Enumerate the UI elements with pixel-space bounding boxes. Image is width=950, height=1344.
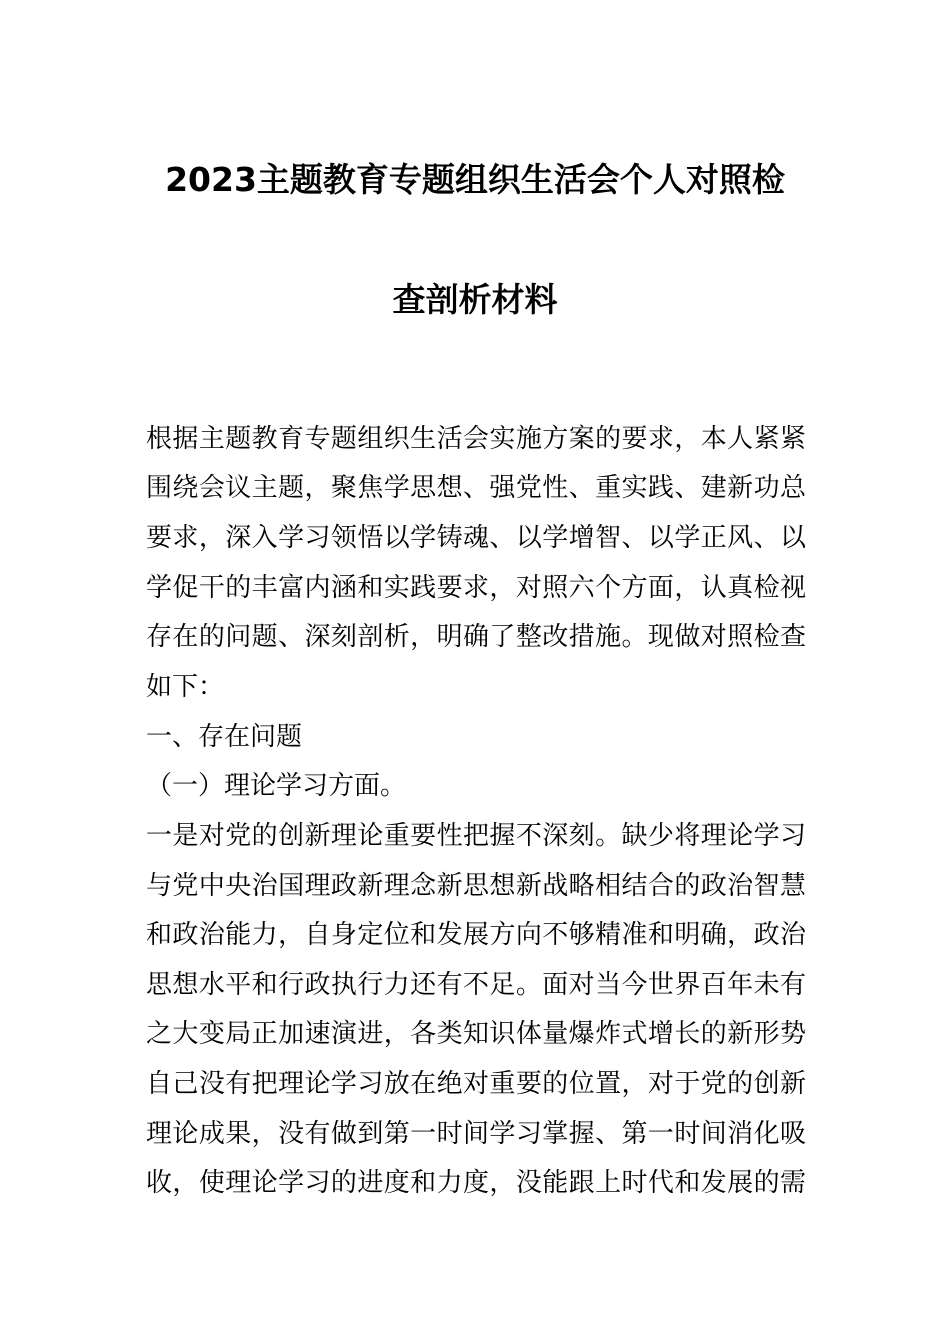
body-line-15: 理论成果，没有做到第一时间学习掌握、第一时间消化吸 <box>146 1119 806 1149</box>
body-line-9: 一是对党的创新理论重要性把握不深刻。缺少将理论学习 <box>146 821 806 851</box>
section-heading: 一、存在问题 <box>146 722 303 752</box>
body-line-4: 学促干的丰富内涵和实践要求，对照六个方面，认真检视 <box>146 573 806 603</box>
body-line-12: 思想水平和行政执行力还有不足。面对当今世界百年未有 <box>146 970 806 1000</box>
document-title-line-2: 查剖析材料 <box>392 280 558 319</box>
body-line-6: 如下： <box>146 672 225 702</box>
document-title-line-1: 2023主题教育专题组织生活会个人对照检 <box>165 160 785 199</box>
body-line-14: 自己没有把理论学习放在绝对重要的位置，对于党的创新 <box>146 1069 806 1099</box>
body-line-11: 和政治能力，自身定位和发展方向不够精准和明确，政治 <box>146 920 806 950</box>
body-line-16: 收，使理论学习的进度和力度，没能跟上时代和发展的需 <box>146 1168 806 1198</box>
body-line-2: 围绕会议主题，聚焦学思想、强党性、重实践、建新功总 <box>146 473 806 503</box>
body-line-1: 根据主题教育专题组织生活会实施方案的要求，本人紧紧 <box>146 424 806 454</box>
body-line-3: 要求，深入学习领悟以学铸魂、以学增智、以学正风、以 <box>146 523 806 553</box>
body-line-13: 之大变局正加速演进，各类知识体量爆炸式增长的新形势 <box>146 1019 806 1049</box>
body-line-10: 与党中央治国理政新理念新思想新战略相结合的政治智慧 <box>146 871 806 901</box>
subsection-heading: （一）理论学习方面。 <box>146 771 407 801</box>
body-line-5: 存在的问题、深刻剖析，明确了整改措施。现做对照检查 <box>146 622 806 652</box>
